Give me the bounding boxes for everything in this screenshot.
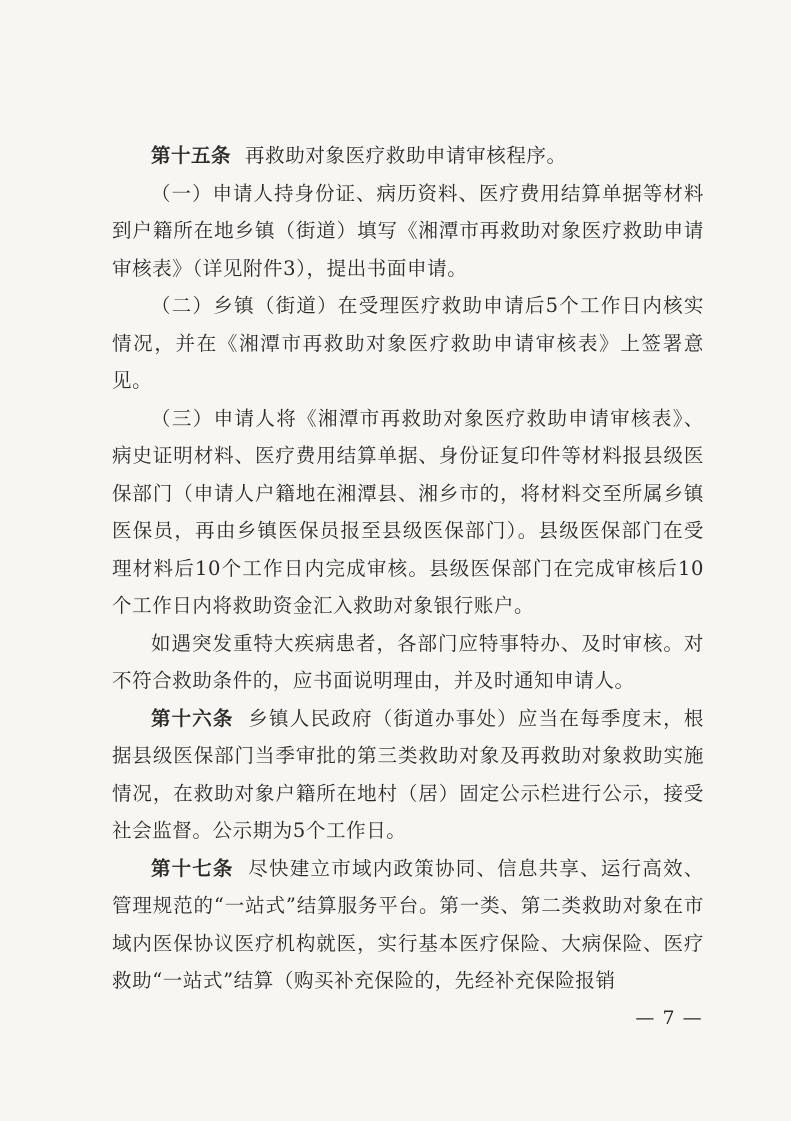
article-15-paragraph (112, 137, 704, 175)
clause-2-paragraph (112, 287, 704, 400)
paragraph-text: （三）申请人将《湘潭市再救助对象医疗救助申请审核表》、病史证明材料、医疗费用结算单据、身份证复印件等材料报县级医保部门（申请人户籍地在湘潭县、湘乡市的，将材料交至所属乡镇医保员，再由乡镇医保员报至县级医保部门）。县级医保部门在受理材料后10个工作日内完成审核。县级医保部门在完成审核后10个工作日内将救助资金汇入救助对象银行账户。 (112, 406, 704, 617)
paragraph-text: （二）乡镇（街道）在受理医疗救助申请后5个工作日内核实情况，并在《湘潭市再救助对象医疗救助申请审核表》上签署意见。 (112, 294, 704, 392)
article-heading: 第十七条 (151, 856, 234, 880)
article-heading: 第十五条 (151, 144, 232, 167)
emergency-paragraph (112, 625, 704, 700)
clause-3-paragraph (112, 400, 704, 625)
paragraph-text: 再救助对象医疗救助申请审核程序。 (245, 144, 567, 167)
paragraph-text: 尽快建立市域内政策协同、信息共享、运行高效、管理规范的“一站式”结算服务平台。第一类、第二类救助对象在市域内医保协议医疗机构就医，实行基本医疗保险、大病保险、医疗救助“一站式”结算（购买补充保险的，先经补充保险报销 (112, 856, 704, 992)
paragraph-text: 如遇突发重特大疾病患者，各部门应特事特办、及时审核。对不符合救助条件的，应书面说明理由，并及时通知申请人。 (112, 631, 704, 692)
document-body (112, 137, 704, 1000)
article-17-paragraph (112, 850, 704, 1000)
paragraph-text: 乡镇人民政府（街道办事处）应当在每季度末，根据县级医保部门当季审批的第三类救助对象及再救助对象救助实施情况，在救助对象户籍所在地村（居）固定公示栏进行公示，接受社会监督。公示期为5个工作日。 (112, 706, 704, 842)
article-16-paragraph (112, 700, 704, 850)
page-number: — 7 — (635, 1007, 703, 1029)
article-heading: 第十六条 (151, 706, 234, 730)
paragraph-text: （一）申请人持身份证、病历资料、医疗费用结算单据等材料到户籍所在地乡镇（街道）填写《湘潭市再救助对象医疗救助申请审核表》（详见附件3），提出书面申请。 (112, 181, 704, 280)
clause-1-paragraph (112, 175, 704, 288)
